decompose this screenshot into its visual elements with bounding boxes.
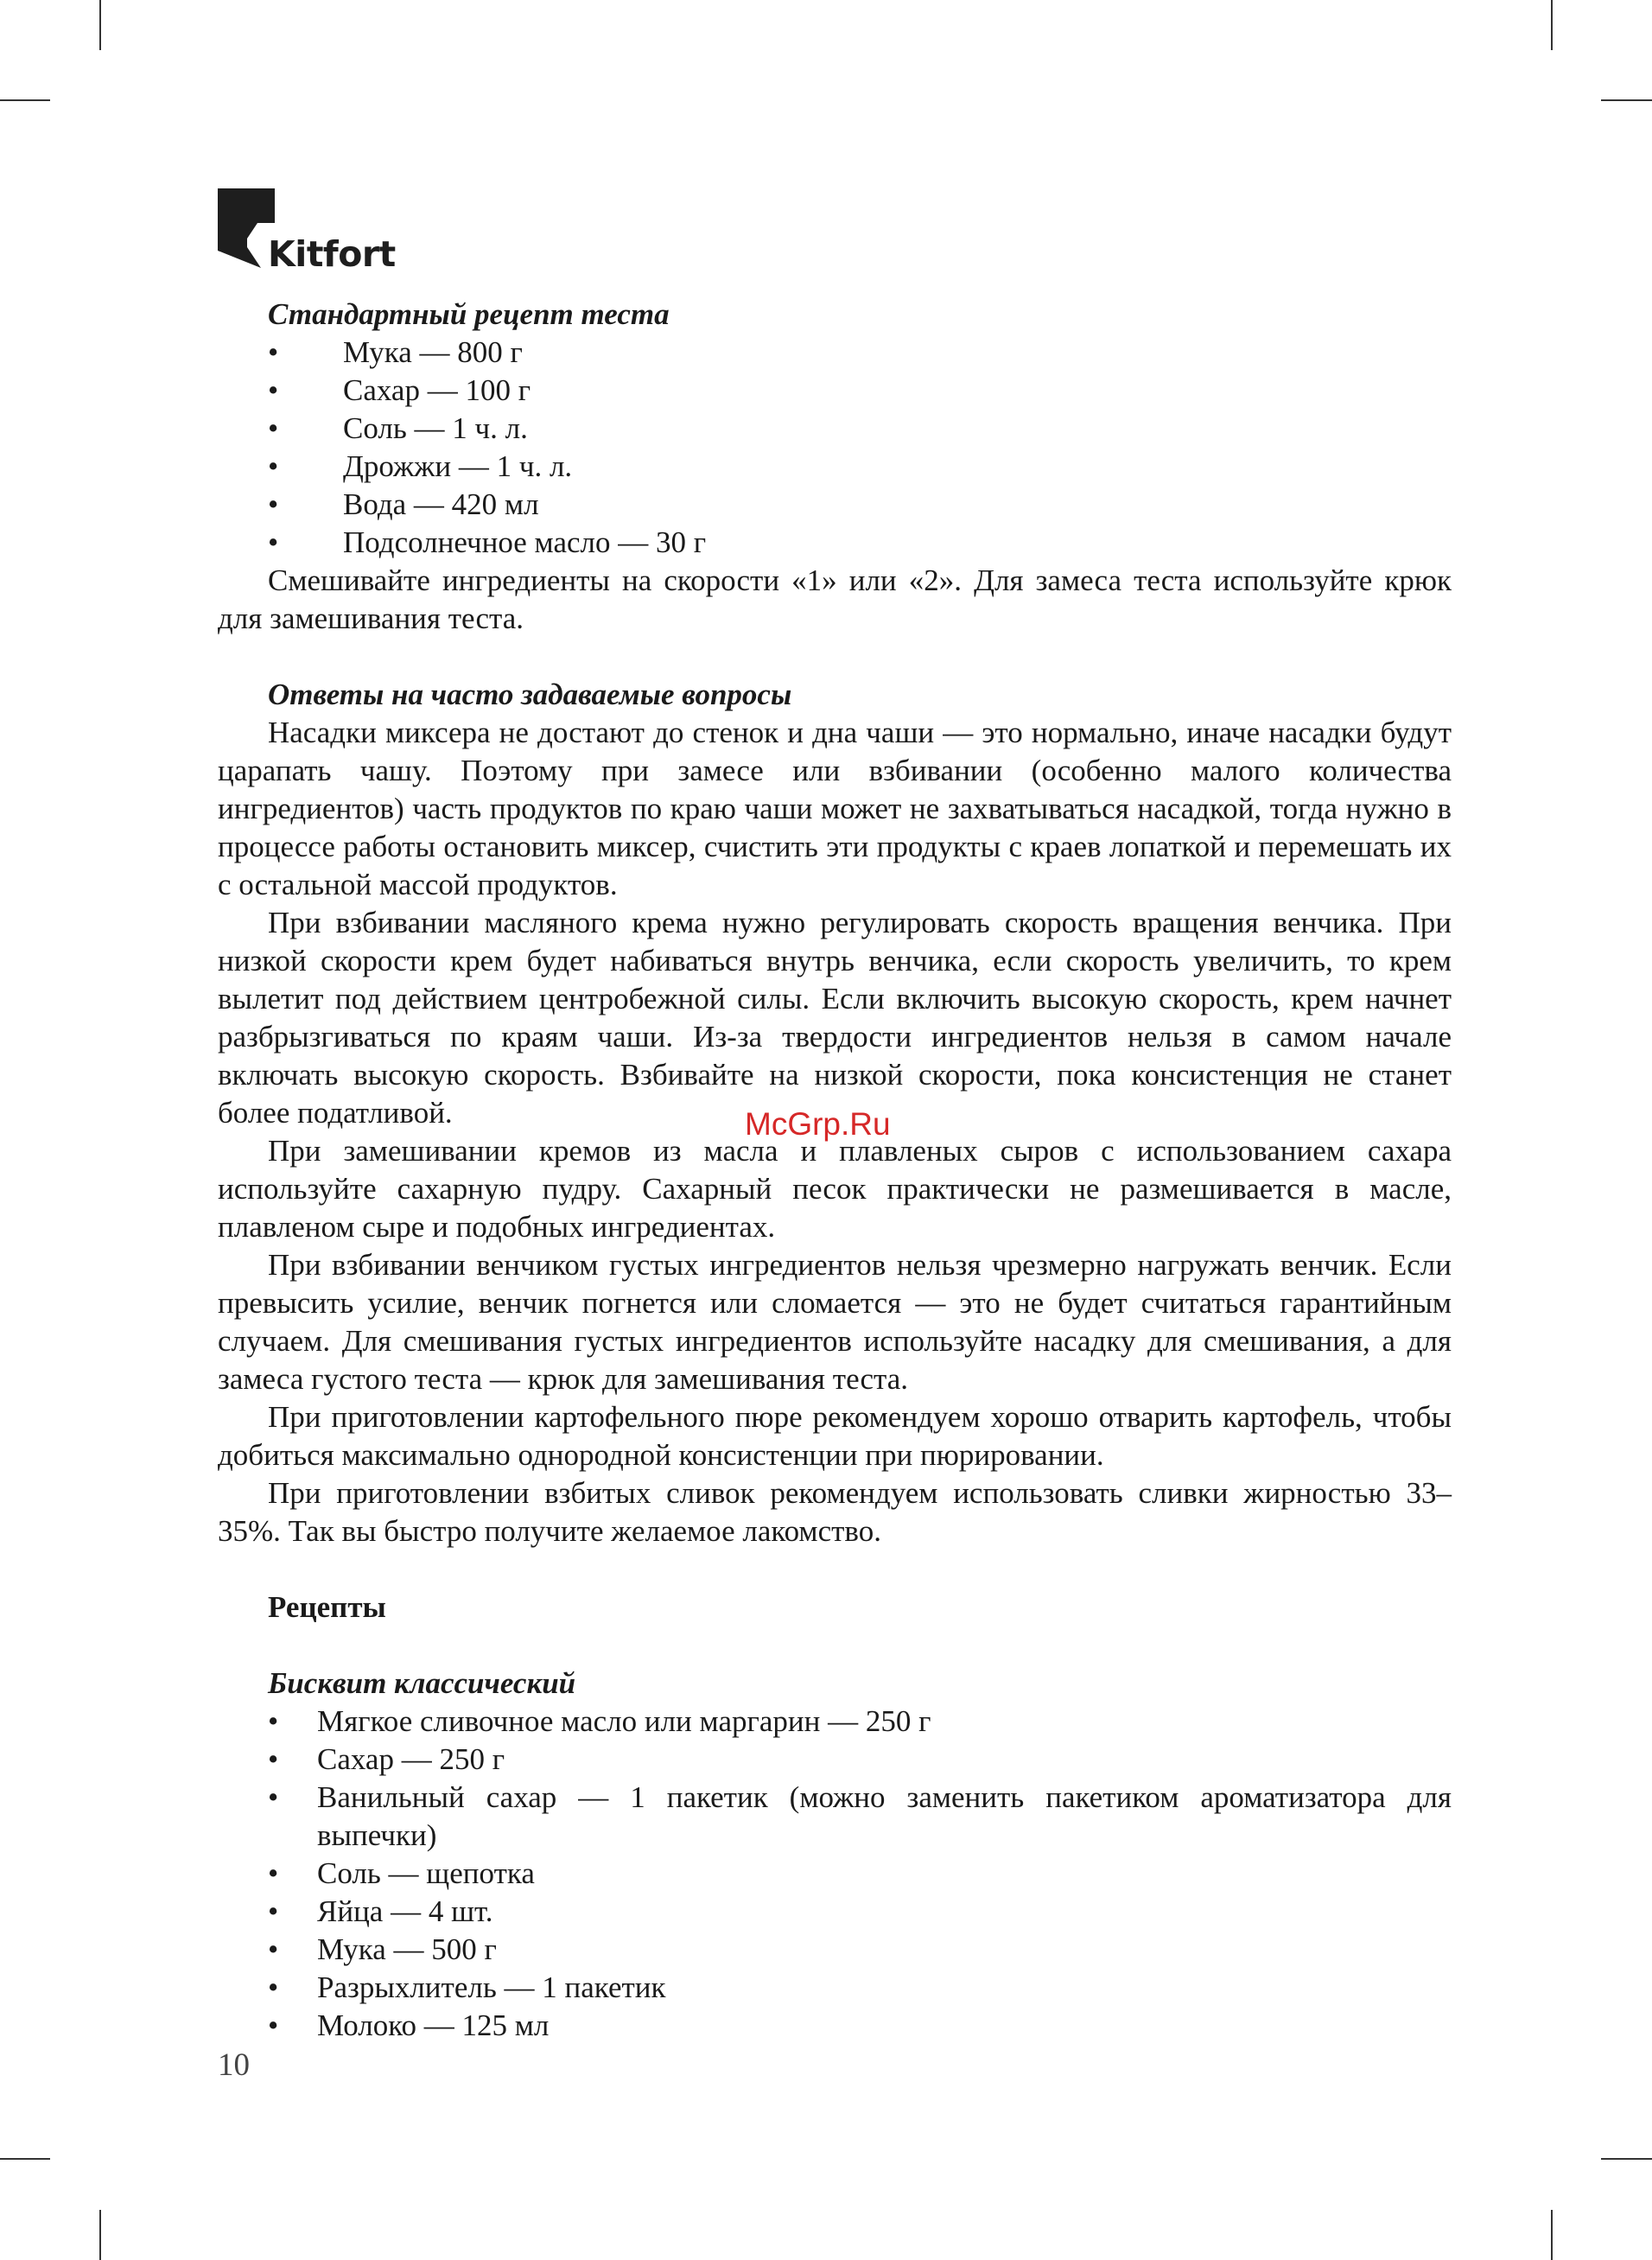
- crop-mark: [1601, 2158, 1652, 2160]
- list-item: [218, 372, 1452, 410]
- ingredient-text: Соль — щепотка: [317, 1856, 535, 1890]
- ingredient-text: Подсолнечное масло — 30 г: [343, 525, 707, 559]
- bullet: •: [268, 1780, 279, 1814]
- ingredient-text: Разрыхлитель — 1 пакетик: [317, 1970, 666, 2004]
- ingredient-text: Соль — 1 ч. л.: [343, 411, 528, 445]
- page-content: [218, 296, 1452, 2045]
- spacer: [218, 638, 1452, 676]
- ingredient-text: Яйца — 4 шт.: [317, 1894, 493, 1928]
- list-item: [218, 1855, 1452, 1893]
- ingredient-text: Ванильный сахар — 1 пакетик (можно заменить пакетиком ароматизатора для выпечки): [317, 1780, 1452, 1852]
- ingredient-text: Мягкое сливочное масло или маргарин — 250 г: [317, 1704, 931, 1738]
- bullet: •: [268, 1970, 279, 2004]
- biscuit-recipe-title: Бисквит классический: [268, 1666, 576, 1700]
- list-item: [218, 334, 1452, 372]
- ingredient-text: Дрожжи — 1 ч. л.: [343, 449, 573, 483]
- bullet: •: [268, 335, 279, 369]
- bullet: •: [268, 449, 279, 483]
- bullet: •: [268, 373, 279, 407]
- page-number: 10: [218, 2047, 250, 2083]
- dough-ingredient-list: [218, 334, 1452, 562]
- ingredient-text: Мука — 800 г: [343, 335, 523, 369]
- list-item: [218, 448, 1452, 486]
- list-item: [218, 486, 1452, 524]
- list-item: [218, 1931, 1452, 1969]
- dough-instruction: Смешивайте ингредиенты на скорости «1» или «2». Для замеса теста используйте крюк для замешивания теста.: [218, 563, 1452, 635]
- bullet: •: [268, 1742, 279, 1776]
- brand-logo: [218, 188, 396, 275]
- bullet: •: [268, 411, 279, 445]
- bullet: •: [268, 1856, 279, 1890]
- crop-mark: [1551, 0, 1553, 50]
- list-item: [218, 1779, 1452, 1855]
- list-item: [218, 2007, 1452, 2045]
- faq-paragraph: При приготовлении картофельного пюре рекомендуем хорошо отварить картофель, чтобы добиться максимально однородной консистенции при пюрировании.: [218, 1400, 1452, 1472]
- faq-paragraph: При взбивании масляного крема нужно регулировать скорость вращения венчика. При низкой скорости крем будет набиваться внутрь венчика, если скорость увеличить, то крем вылетит под действием центробежной силы. Если включить высокую скорость, крем начнет разбрызгиваться по краям чаши. Из-за твердости ингредиентов нельзя в самом начале включать высокую скорость. Взбивайте на низкой скорости, пока консистенция не станет более податливой.: [218, 906, 1452, 1130]
- faq-paragraph: При замешивании кремов из масла и плавленых сыров с использованием сахара используйте сахарную пудру. Сахарный песок практически не размешивается в масле, плавленом сыре и подобных ингредиентах.: [218, 1134, 1452, 1244]
- faq-title: Ответы на часто задаваемые вопросы: [268, 678, 792, 711]
- crop-mark: [1551, 2210, 1553, 2260]
- list-item: [218, 410, 1452, 448]
- faq-paragraph: При взбивании венчиком густых ингредиентов нельзя чрезмерно нагружать венчик. Если превысить усилие, венчик погнется или сломается — это не будет считаться гарантийным случаем. Для смешивания густых ингредиентов используйте насадку для смешивания, а для замеса густого теста — крюк для замешивания теста.: [218, 1248, 1452, 1396]
- crop-mark: [0, 2158, 50, 2160]
- crop-mark: [99, 2210, 101, 2260]
- ingredient-text: Сахар — 100 г: [343, 373, 531, 407]
- list-item: [218, 524, 1452, 562]
- bullet: •: [268, 1932, 279, 1966]
- logo-text: Kitfort: [268, 233, 396, 275]
- ingredient-text: Мука — 500 г: [317, 1932, 497, 1966]
- bullet: •: [268, 487, 279, 521]
- ingredient-text: Вода — 420 мл: [343, 487, 539, 521]
- crop-mark: [1601, 99, 1652, 101]
- bullet: •: [268, 1894, 279, 1928]
- list-item: [218, 1969, 1452, 2007]
- list-item: [218, 1703, 1452, 1741]
- crop-mark: [0, 99, 50, 101]
- crop-mark: [99, 0, 101, 50]
- spacer: [218, 1627, 1452, 1665]
- bullet: •: [268, 2009, 279, 2042]
- list-item: [218, 1893, 1452, 1931]
- dough-recipe-title: Стандартный рецепт теста: [268, 297, 670, 331]
- list-item: [218, 1741, 1452, 1779]
- faq-paragraph: При приготовлении взбитых сливок рекомендуем использовать сливки жирностью 33–35%. Так вы быстро получите желаемое лакомство.: [218, 1476, 1452, 1548]
- biscuit-ingredient-list: [218, 1703, 1452, 2045]
- faq-paragraph: Насадки миксера не достают до стенок и дна чаши — это нормально, иначе насадки будут царапать чашу. Поэтому при замесе или взбивании (особенно малого количества ингредиентов) часть продуктов по краю чаши может не захватываться насадкой, тогда нужно в процессе работы остановить миксер, счистить эти продукты с краев лопаткой и перемешать их с остальной массой продуктов.: [218, 716, 1452, 901]
- spacer: [218, 1550, 1452, 1588]
- bullet: •: [268, 525, 279, 559]
- bullet: •: [268, 1704, 279, 1738]
- ingredient-text: Молоко — 125 мл: [317, 2009, 550, 2042]
- watermark-link[interactable]: McGrp.Ru: [745, 1106, 891, 1142]
- recipes-title: Рецепты: [268, 1590, 386, 1624]
- ingredient-text: Сахар — 250 г: [317, 1742, 505, 1776]
